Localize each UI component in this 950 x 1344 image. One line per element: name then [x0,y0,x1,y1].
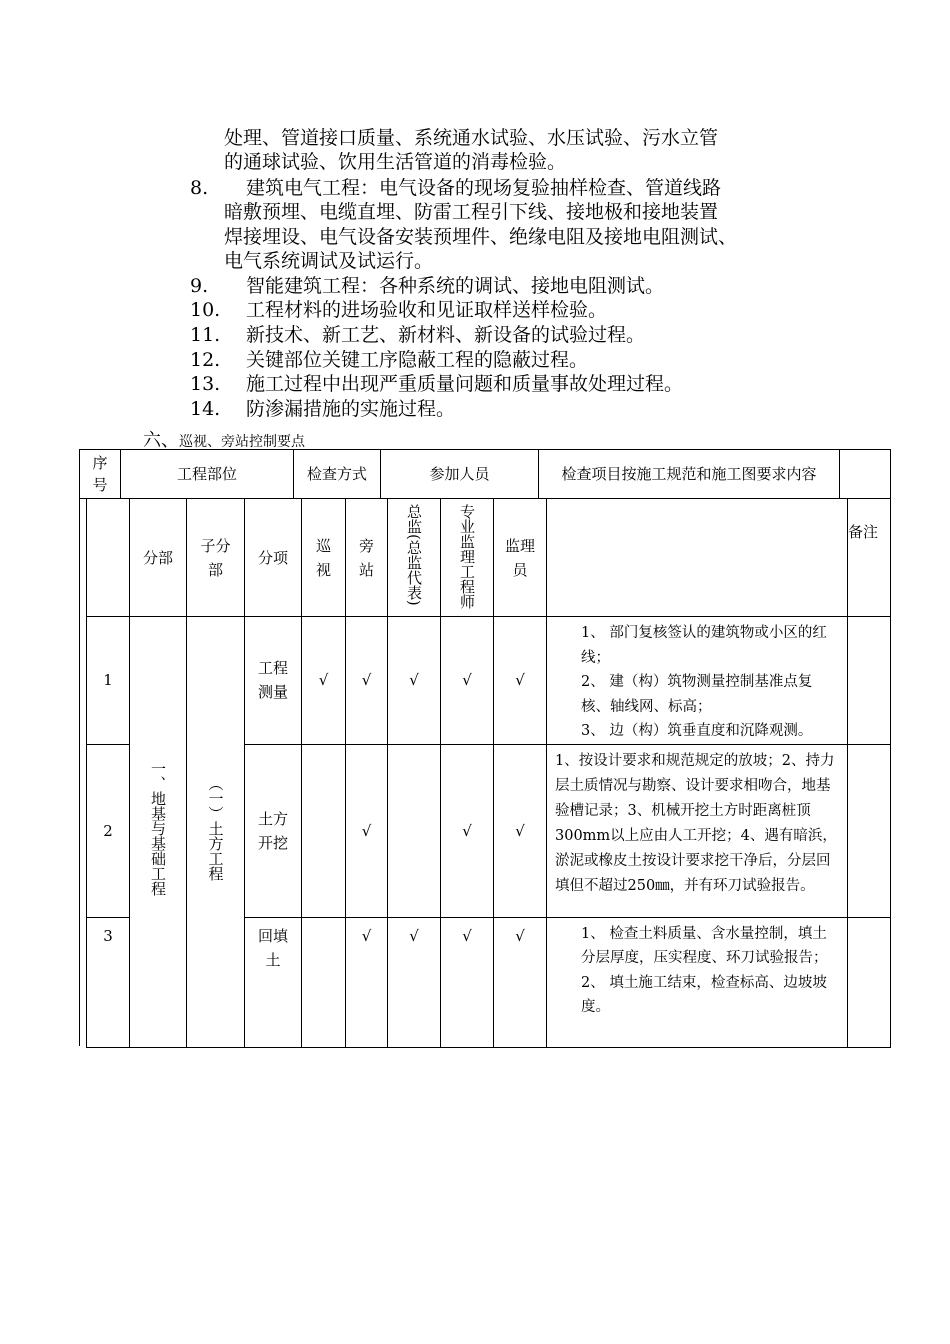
check-mark: √ [346,917,388,1047]
row-seq: 2 [87,744,130,917]
table-edge [79,498,80,1046]
check-mark: √ [441,744,494,917]
list-item-text: 工程材料的进场验收和见证取样送样检验。 [246,299,608,321]
list-item-text: 新技术、新工艺、新材料、新设备的试验过程。 [246,324,646,346]
row-seq: 3 [87,917,130,1047]
list-number: 14. [190,398,221,420]
col-seq-blank [87,499,130,617]
header-method: 检查方式 [294,450,381,499]
section-title: 巡视、旁站控制要点 [179,434,305,450]
group-zifenbu: （一）土方工程 [187,617,245,1048]
row-content: 1、 部门复核签认的建筑物或小区的红线； 2、 建（构）筑物测量控制基准点复核、轴线网、标高； 3、 边（构）筑垂直度和沉降观测。 [547,617,848,745]
paragraph-line: 电气系统调试及试运行。 [224,250,434,272]
header-people: 参加人员 [381,450,539,499]
row-item: 回填土 [245,917,302,1047]
group-fenbu: 一、地基与基础工程 [130,617,187,1048]
list-number: 13. [190,373,221,395]
col-zongjian: 总监(总监代表) [388,499,441,617]
check-empty [302,917,346,1047]
check-mark: √ [494,617,547,745]
paragraph-line: 处理、管道接口质量、系统通水试验、水压试验、污水立管 [224,127,719,149]
check-mark: √ [302,617,346,745]
row-item: 工程测量 [245,617,302,745]
check-mark: √ [441,617,494,745]
row-seq: 1 [87,617,130,745]
check-empty [302,744,346,917]
check-mark: √ [441,917,494,1047]
list-number: 8. [190,177,209,199]
header-seq: 序号 [80,450,121,499]
section-number: 六、 [143,430,179,451]
col-jianliyuan: 监理员 [494,499,547,617]
table-header-row [79,449,891,499]
check-mark: √ [346,744,388,917]
paragraph-line: 的通球试验、饮用生活管道的消毒检验。 [224,151,567,173]
list-item-text: 智能建筑工程：各种系统的调试、接地电阻测试。 [246,275,665,297]
row-content: 1、 检查土料质量、含水量控制，填土分层厚度，压实程度、环刀试验报告； 2、 填土施工结束，检查标高、边坡坡度。 [547,917,848,1047]
paragraph-line: 暗敷预埋、电缆直埋、防雷工程引下线、接地极和接地装置 [224,201,719,223]
col-xunshi: 巡视 [302,499,346,617]
check-mark: √ [388,917,441,1047]
paragraph-line: 焊接埋设、电气设备安装预埋件、绝缘电阻及接地电阻测试、 [224,226,738,248]
list-item-text: 防渗漏措施的实施过程。 [246,398,456,420]
list-number: 9. [190,275,209,297]
col-zhuanye: 专业监理工程师 [441,499,494,617]
check-mark: √ [346,617,388,745]
header-content: 检查项目按施工规范和施工图要求内容 [539,450,840,499]
header-blank [840,450,891,499]
list-item-text: 建筑电气工程：电气设备的现场复验抽样检查、管道线路 [246,177,722,199]
check-mark: √ [388,617,441,745]
row-remark [848,917,891,1047]
list-item-text: 关键部位关键工序隐蔽工程的隐蔽过程。 [246,349,589,371]
check-mark: √ [494,744,547,917]
row-item: 土方开挖 [245,744,302,917]
row-remark [848,617,891,745]
header-part: 工程部位 [121,450,294,499]
inspection-table [86,498,891,1048]
list-number: 11. [190,324,221,346]
row-content: 1、按设计要求和规范规定的放坡；2、持力层土质情况与勘察、设计要求相吻合，地基验槽记录；3、机械开挖土方时距离桩顶300mm以上应由人工开挖；4、遇有暗浜，淤泥或橡皮土按设计要求挖干净后，分层回填但不超过250㎜，并有环刀试验报告。 [547,744,848,917]
list-item-text: 施工过程中出现严重质量问题和质量事故处理过程。 [246,373,684,395]
list-number: 12. [190,349,221,371]
col-zifenbu: 子分部 [187,499,245,617]
col-fenbu: 分部 [130,499,187,617]
col-remark: 备注 [848,499,891,617]
check-empty [388,744,441,917]
row-remark [848,744,891,917]
check-mark: √ [494,917,547,1047]
col-pangzhan: 旁站 [346,499,388,617]
col-fenxiang: 分项 [245,499,302,617]
list-number: 10. [190,299,221,321]
col-content-blank [547,499,848,617]
